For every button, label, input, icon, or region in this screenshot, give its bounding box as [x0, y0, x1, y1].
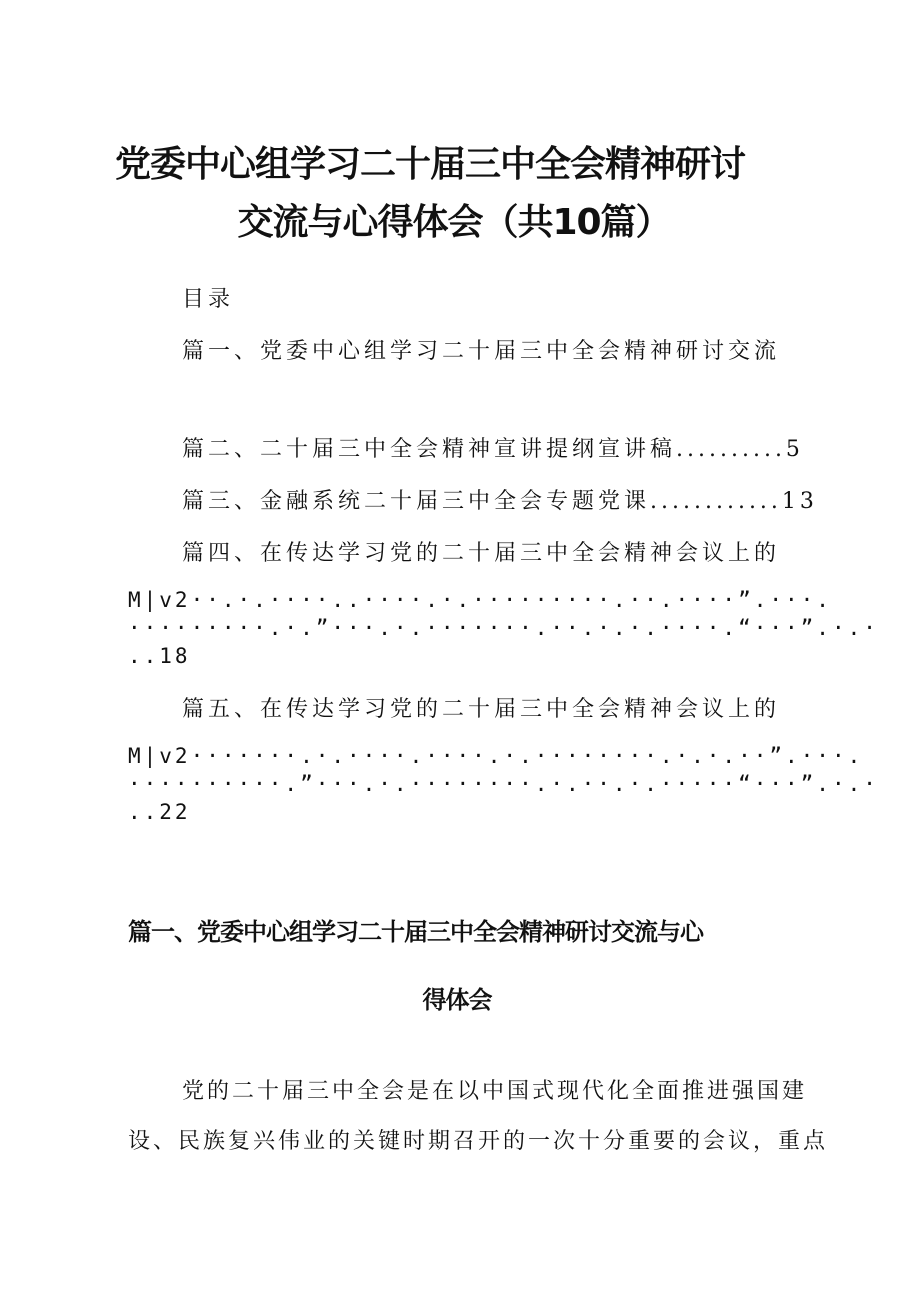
toc-entry-5-leader-2: ··········.”···.·.········.·.··.·.·····“···”.·.· [128, 772, 879, 796]
document-title-line-2: 交流与心得体会（共10篇） [237, 202, 671, 243]
toc-entry-3: 篇三、金融系统二十届三中全会专题党课............13 [182, 489, 818, 514]
toc-entry-5-page: ..22 [128, 800, 191, 824]
section-1-paragraph-line-1: 党的二十届三中全会是在以中国式现代化全面推进强国建 [182, 1079, 808, 1104]
toc-entry-4-leader-2: ·········.·.”···.·.·······.··.·.·.····.“···”.·.· [128, 616, 879, 640]
toc-entry-4-leader-1: M|v2··.·.····..····.·.·········.··.····”.···. [128, 588, 832, 612]
toc-entry-4-page: ..18 [128, 644, 191, 668]
toc-entry-4: 篇四、在传达学习党的二十届三中全会精神会议上的 [182, 541, 781, 566]
document-title-line-1: 党委中心组学习二十届三中全会精神研讨 [114, 144, 745, 185]
section-1-title-line-1: 篇一、党委中心组学习二十届三中全会精神研讨交流与心 [128, 918, 703, 946]
section-1-title-line-2: 得体会 [422, 986, 492, 1014]
toc-label: 目录 [182, 287, 235, 312]
section-1-paragraph-line-2: 设、民族复兴伟业的关键时期召开的一次十分重要的会议，重点 [128, 1129, 829, 1154]
toc-entry-5-leader-1: M|v2·······.·.····.····.·.········.·.·.··”.···. [128, 744, 864, 768]
toc-entry-2: 篇二、二十届三中全会精神宣讲提纲宣讲稿..........5 [182, 437, 804, 462]
toc-entry-1: 篇一、党委中心组学习二十届三中全会精神研讨交流 [182, 339, 781, 364]
toc-entry-5: 篇五、在传达学习党的二十届三中全会精神会议上的 [182, 697, 781, 722]
